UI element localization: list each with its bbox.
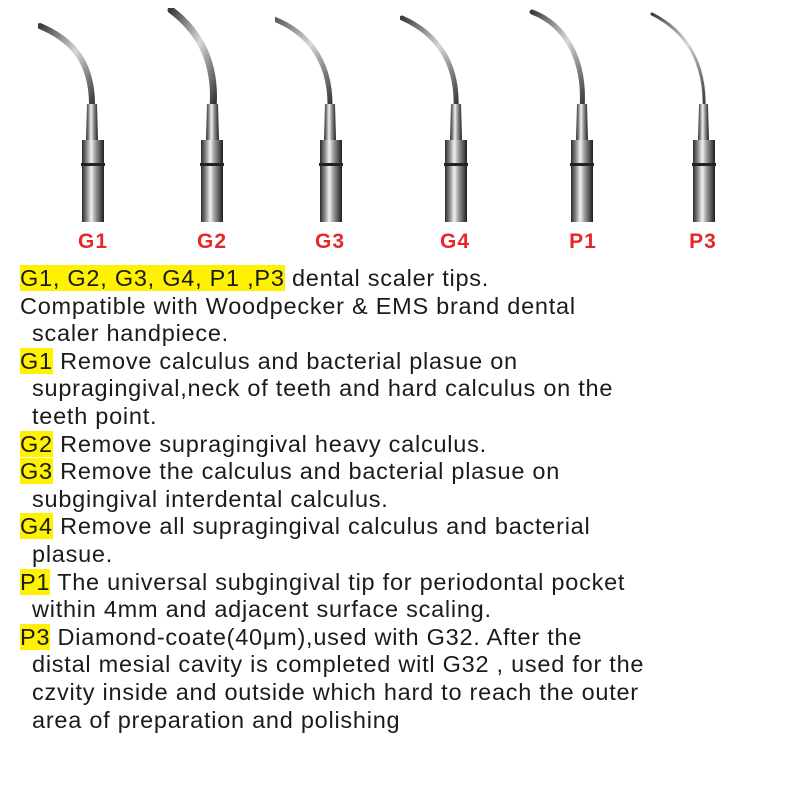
scaler-tip-icon [400, 8, 510, 228]
compat-line: Compatible with Woodpecker & EMS brand dental [20, 292, 576, 319]
description-text [20, 265, 795, 734]
item-text: Remove calculus and bacterial plasue on [52, 347, 518, 374]
tip-g1 [38, 8, 148, 258]
item-text: within 4mm and adjacent surface scaling. [32, 596, 492, 623]
item-code: G2 [20, 430, 53, 457]
tip-label: P3 [689, 230, 717, 253]
item-code: P3 [20, 623, 51, 650]
intro-rest: dental scaler tips. [284, 265, 490, 291]
item-text: Diamond-coate(40μm),used with G32. After the [50, 623, 583, 650]
tip-label: G2 [196, 230, 227, 253]
tip-g3 [275, 8, 385, 258]
item-text: czvity inside and outside which hard to reach the outer [32, 678, 639, 705]
tip-p3 [648, 8, 758, 258]
item-code: G1 [20, 347, 53, 374]
item-g1 [20, 348, 795, 376]
scaler-tip-icon [648, 8, 758, 228]
item-code: P1 [20, 568, 51, 595]
scaler-tip-icon [275, 8, 385, 228]
scaler-tip-icon [38, 8, 148, 228]
item-p1 [20, 569, 795, 597]
tip-label: G3 [314, 230, 345, 253]
compat-line: scaler handpiece. [32, 320, 229, 347]
item-text: subgingival interdental calculus. [32, 485, 389, 512]
intro-highlight: G1, G2, G3, G4, P1 ,P3 [20, 265, 285, 291]
item-g4 [20, 513, 795, 541]
item-text: Remove supragingival heavy calculus. [52, 430, 487, 457]
item-p3 [20, 624, 795, 652]
item-g2 [20, 431, 795, 459]
tip-label: P1 [569, 230, 597, 253]
item-text: supragingival,neck of teeth and hard calculus on the [32, 375, 614, 402]
scaler-tip-icon [528, 8, 638, 228]
tip-label: G1 [77, 230, 108, 253]
tip-g2 [157, 8, 267, 258]
item-code: G4 [20, 513, 53, 540]
scaler-tips-image [0, 0, 800, 262]
item-text: distal mesial cavity is completed witl G32 , used for the [32, 651, 645, 678]
item-g3 [20, 458, 795, 486]
item-text: plasue. [32, 540, 114, 567]
tip-p1 [528, 8, 638, 258]
tip-label: G4 [439, 230, 470, 253]
intro-line [20, 265, 795, 293]
item-code: G3 [20, 458, 53, 485]
tip-g4 [400, 8, 510, 258]
item-text: The universal subgingival tip for periodontal pocket [50, 568, 626, 595]
scaler-tip-icon [157, 8, 267, 228]
item-text: Remove all supragingival calculus and bacterial [52, 513, 591, 540]
item-text: teeth point. [32, 402, 158, 429]
item-text: area of preparation and polishing [32, 706, 401, 733]
item-text: Remove the calculus and bacterial plasue on [52, 458, 561, 485]
